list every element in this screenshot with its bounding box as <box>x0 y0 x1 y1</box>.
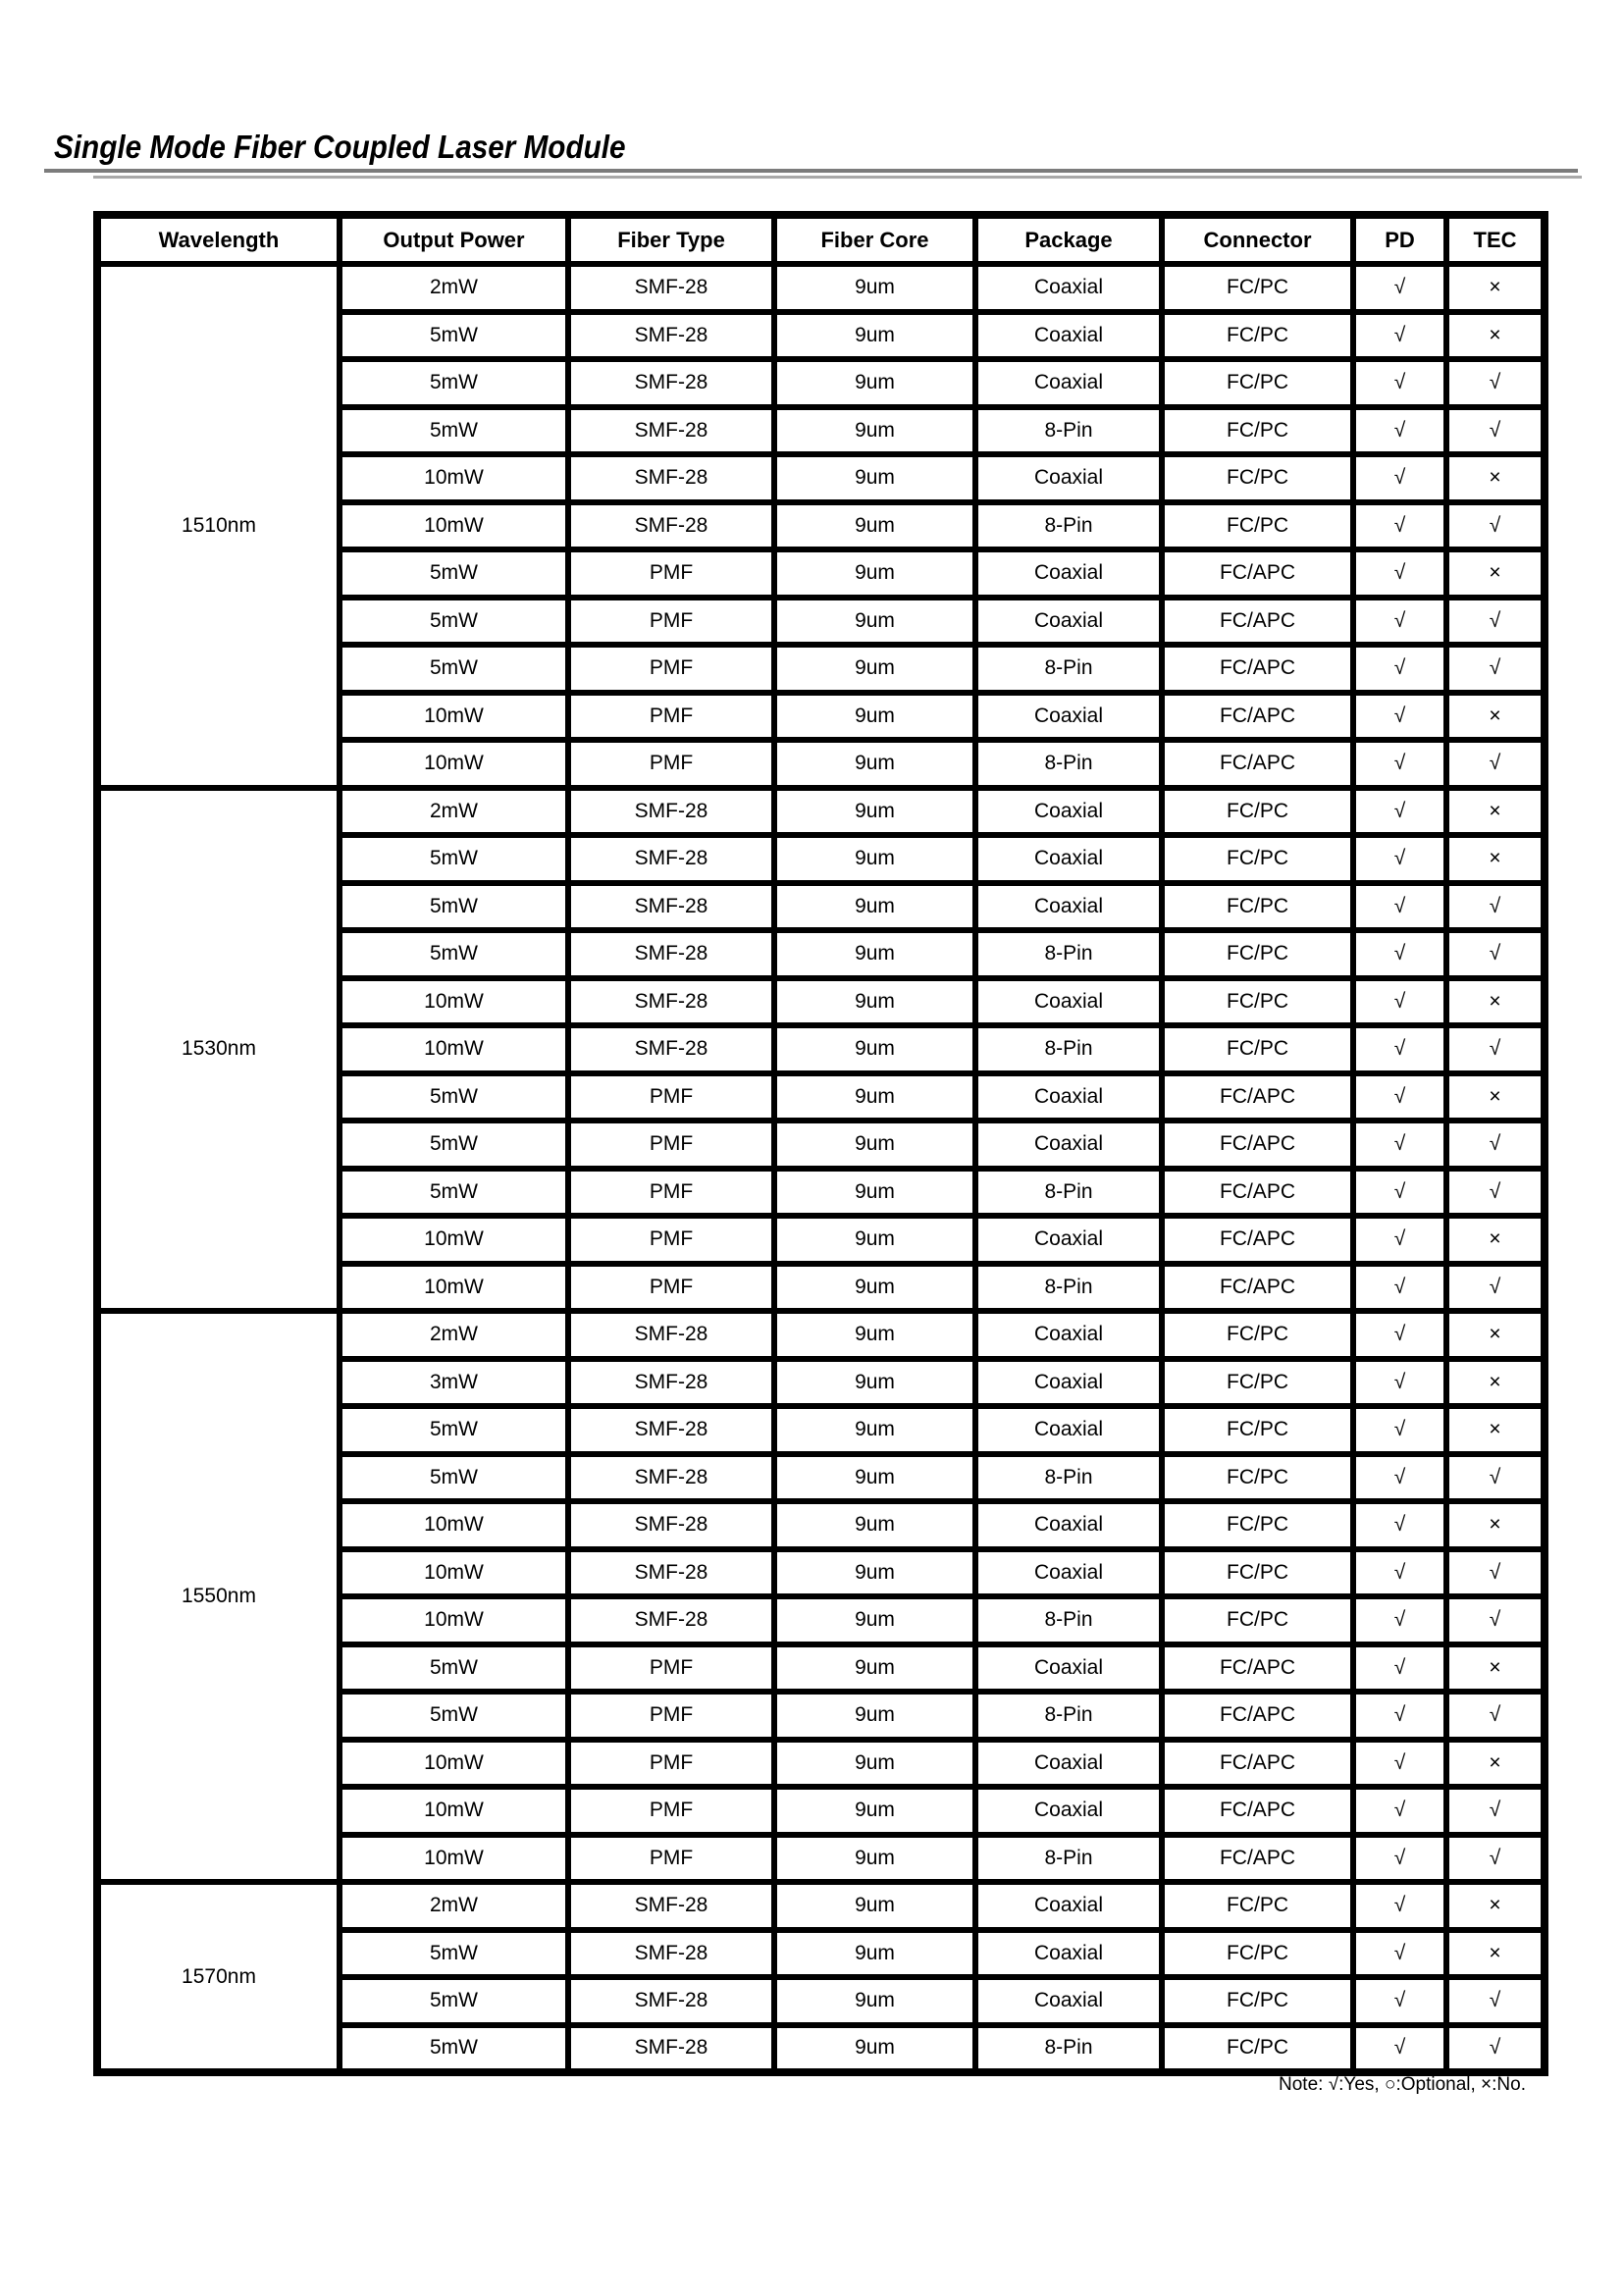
spec-cell: 10mW <box>340 740 568 788</box>
spec-cell: 9um <box>774 1644 975 1693</box>
spec-cell: √ <box>1353 264 1446 312</box>
spec-cell: 5mW <box>340 598 568 646</box>
spec-cell: 10mW <box>340 693 568 741</box>
spec-cell: SMF-28 <box>568 788 774 836</box>
spec-cell: √ <box>1353 312 1446 360</box>
spec-cell: FC/APC <box>1162 1787 1353 1835</box>
spec-cell: 10mW <box>340 978 568 1026</box>
spec-cell: 9um <box>774 693 975 741</box>
spec-cell: FC/APC <box>1162 740 1353 788</box>
spec-cell: 9um <box>774 502 975 550</box>
spec-cell: √ <box>1446 930 1545 978</box>
spec-cell: SMF-28 <box>568 1549 774 1597</box>
spec-cell: √ <box>1353 502 1446 550</box>
spec-cell: PMF <box>568 693 774 741</box>
spec-cell: √ <box>1353 1977 1446 2025</box>
spec-cell: 10mW <box>340 1501 568 1549</box>
spec-cell: FC/APC <box>1162 549 1353 598</box>
spec-cell: 5mW <box>340 359 568 407</box>
spec-cell: SMF-28 <box>568 1882 774 1930</box>
spec-cell: SMF-28 <box>568 502 774 550</box>
spec-cell: SMF-28 <box>568 1406 774 1454</box>
page-title: Single Mode Fiber Coupled Laser Module <box>54 129 626 165</box>
spec-cell: 9um <box>774 1501 975 1549</box>
spec-cell: √ <box>1353 693 1446 741</box>
spec-cell: FC/PC <box>1162 502 1353 550</box>
spec-cell: √ <box>1353 978 1446 1026</box>
spec-cell: 9um <box>774 1264 975 1312</box>
spec-cell: FC/PC <box>1162 1406 1353 1454</box>
spec-cell: Coaxial <box>975 978 1162 1026</box>
spec-cell: √ <box>1446 1025 1545 1073</box>
spec-cell: Coaxial <box>975 1644 1162 1693</box>
spec-cell: SMF-28 <box>568 883 774 931</box>
spec-cell: 9um <box>774 1930 975 1978</box>
spec-cell: 5mW <box>340 2025 568 2073</box>
spec-cell: 8-Pin <box>975 930 1162 978</box>
spec-cell: 9um <box>774 1359 975 1407</box>
spec-cell: FC/PC <box>1162 930 1353 978</box>
spec-cell: 10mW <box>340 454 568 502</box>
spec-cell: 5mW <box>340 1073 568 1121</box>
spec-cell: FC/PC <box>1162 835 1353 883</box>
spec-cell: √ <box>1353 1692 1446 1740</box>
spec-cell: 2mW <box>340 1882 568 1930</box>
spec-cell: PMF <box>568 1073 774 1121</box>
spec-cell: SMF-28 <box>568 264 774 312</box>
spec-cell: Coaxial <box>975 312 1162 360</box>
spec-cell: 9um <box>774 645 975 693</box>
spec-cell: SMF-28 <box>568 930 774 978</box>
spec-cell: √ <box>1446 1835 1545 1883</box>
spec-cell: √ <box>1353 1311 1446 1359</box>
spec-cell: Coaxial <box>975 1882 1162 1930</box>
spec-cell: 8-Pin <box>975 2025 1162 2073</box>
spec-cell: SMF-28 <box>568 1359 774 1407</box>
spec-cell: √ <box>1353 1454 1446 1502</box>
spec-cell: SMF-28 <box>568 2025 774 2073</box>
spec-cell: × <box>1446 1216 1545 1264</box>
spec-cell: √ <box>1446 2025 1545 2073</box>
spec-cell: 9um <box>774 1311 975 1359</box>
spec-cell: FC/PC <box>1162 1454 1353 1502</box>
spec-cell: SMF-28 <box>568 1025 774 1073</box>
spec-cell: 5mW <box>340 1930 568 1978</box>
spec-cell: 2mW <box>340 1311 568 1359</box>
spec-cell: √ <box>1446 1787 1545 1835</box>
spec-cell: √ <box>1446 883 1545 931</box>
spec-cell: FC/APC <box>1162 1835 1353 1883</box>
spec-cell: 5mW <box>340 645 568 693</box>
spec-cell: 9um <box>774 1073 975 1121</box>
spec-cell: FC/PC <box>1162 407 1353 455</box>
spec-cell: PMF <box>568 1787 774 1835</box>
spec-cell: FC/PC <box>1162 978 1353 1026</box>
spec-cell: 9um <box>774 883 975 931</box>
spec-cell: PMF <box>568 598 774 646</box>
spec-cell: Coaxial <box>975 359 1162 407</box>
spec-cell: Coaxial <box>975 1121 1162 1169</box>
spec-cell: 9um <box>774 312 975 360</box>
spec-cell: SMF-28 <box>568 1311 774 1359</box>
spec-cell: 9um <box>774 454 975 502</box>
spec-cell: Coaxial <box>975 1311 1162 1359</box>
spec-cell: 9um <box>774 1596 975 1644</box>
spec-cell: Coaxial <box>975 1930 1162 1978</box>
spec-cell: FC/PC <box>1162 1025 1353 1073</box>
spec-cell: √ <box>1353 788 1446 836</box>
spec-cell: 9um <box>774 264 975 312</box>
spec-cell: 3mW <box>340 1359 568 1407</box>
table-row <box>97 1882 1545 1930</box>
spec-cell: FC/APC <box>1162 645 1353 693</box>
spec-cell: SMF-28 <box>568 1977 774 2025</box>
spec-cell: SMF-28 <box>568 835 774 883</box>
spec-cell: 8-Pin <box>975 1454 1162 1502</box>
spec-cell: Coaxial <box>975 1073 1162 1121</box>
spec-cell: Coaxial <box>975 835 1162 883</box>
spec-cell: √ <box>1353 645 1446 693</box>
spec-cell: FC/PC <box>1162 788 1353 836</box>
spec-cell: √ <box>1353 1882 1446 1930</box>
spec-cell: PMF <box>568 1692 774 1740</box>
spec-cell: √ <box>1353 1930 1446 1978</box>
spec-cell: 9um <box>774 835 975 883</box>
spec-cell: Coaxial <box>975 788 1162 836</box>
spec-cell: Coaxial <box>975 1740 1162 1788</box>
spec-cell: Coaxial <box>975 454 1162 502</box>
spec-cell: FC/PC <box>1162 1596 1353 1644</box>
spec-cell: × <box>1446 1644 1545 1693</box>
spec-cell: 5mW <box>340 407 568 455</box>
spec-cell: 5mW <box>340 549 568 598</box>
spec-cell: 5mW <box>340 883 568 931</box>
spec-cell: 8-Pin <box>975 502 1162 550</box>
spec-cell: 9um <box>774 359 975 407</box>
spec-table <box>93 211 1548 2076</box>
spec-cell: FC/PC <box>1162 454 1353 502</box>
spec-cell: FC/APC <box>1162 1264 1353 1312</box>
spec-cell: SMF-28 <box>568 978 774 1026</box>
spec-cell: 2mW <box>340 264 568 312</box>
spec-cell: 9um <box>774 1835 975 1883</box>
spec-cell: × <box>1446 1406 1545 1454</box>
spec-cell: 5mW <box>340 835 568 883</box>
spec-cell: SMF-28 <box>568 359 774 407</box>
spec-cell: √ <box>1353 1787 1446 1835</box>
spec-cell: 8-Pin <box>975 407 1162 455</box>
spec-cell: PMF <box>568 1644 774 1693</box>
column-header: PD <box>1353 215 1446 264</box>
spec-cell: 9um <box>774 598 975 646</box>
spec-cell: 2mW <box>340 788 568 836</box>
spec-cell: √ <box>1446 598 1545 646</box>
spec-cell: FC/PC <box>1162 883 1353 931</box>
spec-cell: 5mW <box>340 1454 568 1502</box>
spec-cell: SMF-28 <box>568 1454 774 1502</box>
spec-cell: 9um <box>774 1406 975 1454</box>
spec-cell: PMF <box>568 1740 774 1788</box>
spec-cell: 10mW <box>340 1264 568 1312</box>
spec-cell: 10mW <box>340 1835 568 1883</box>
spec-cell: Coaxial <box>975 883 1162 931</box>
spec-cell: 8-Pin <box>975 740 1162 788</box>
table-row <box>97 264 1545 312</box>
spec-cell: √ <box>1353 359 1446 407</box>
spec-cell: × <box>1446 1311 1545 1359</box>
spec-cell: √ <box>1446 1169 1545 1217</box>
column-header: TEC <box>1446 215 1545 264</box>
spec-cell: 5mW <box>340 1169 568 1217</box>
column-header: Package <box>975 215 1162 264</box>
spec-cell: √ <box>1353 1121 1446 1169</box>
spec-cell: √ <box>1353 1216 1446 1264</box>
spec-cell: FC/APC <box>1162 1740 1353 1788</box>
wavelength-cell: 1510nm <box>97 264 340 788</box>
spec-cell: × <box>1446 788 1545 836</box>
spec-cell: 9um <box>774 978 975 1026</box>
spec-cell: 10mW <box>340 1787 568 1835</box>
spec-cell: √ <box>1353 454 1446 502</box>
spec-cell: 5mW <box>340 1121 568 1169</box>
spec-cell: FC/PC <box>1162 2025 1353 2073</box>
spec-cell: 10mW <box>340 1549 568 1597</box>
spec-cell: PMF <box>568 549 774 598</box>
spec-cell: √ <box>1353 1359 1446 1407</box>
spec-cell: Coaxial <box>975 598 1162 646</box>
spec-cell: √ <box>1353 1025 1446 1073</box>
column-header: Fiber Core <box>774 215 975 264</box>
spec-cell: 9um <box>774 1882 975 1930</box>
spec-cell: 5mW <box>340 1406 568 1454</box>
spec-cell: Coaxial <box>975 1977 1162 2025</box>
table-row <box>97 788 1545 836</box>
spec-cell: 9um <box>774 407 975 455</box>
spec-cell: 9um <box>774 2025 975 2073</box>
spec-cell: × <box>1446 1073 1545 1121</box>
spec-cell: √ <box>1353 1169 1446 1217</box>
spec-cell: × <box>1446 312 1545 360</box>
spec-cell: √ <box>1353 1406 1446 1454</box>
spec-cell: × <box>1446 1359 1545 1407</box>
spec-cell: FC/PC <box>1162 359 1353 407</box>
wavelength-cell: 1570nm <box>97 1882 340 2072</box>
spec-cell: FC/APC <box>1162 1169 1353 1217</box>
spec-cell: Coaxial <box>975 1501 1162 1549</box>
spec-cell: FC/APC <box>1162 693 1353 741</box>
spec-cell: 8-Pin <box>975 1692 1162 1740</box>
spec-cell: 8-Pin <box>975 645 1162 693</box>
spec-cell: SMF-28 <box>568 312 774 360</box>
spec-cell: √ <box>1446 740 1545 788</box>
spec-cell: FC/PC <box>1162 1359 1353 1407</box>
spec-cell: √ <box>1446 502 1545 550</box>
spec-cell: 9um <box>774 1977 975 2025</box>
spec-cell: FC/PC <box>1162 1977 1353 2025</box>
spec-cell: √ <box>1353 930 1446 978</box>
spec-cell: √ <box>1446 1264 1545 1312</box>
spec-cell: × <box>1446 1930 1545 1978</box>
spec-cell: 9um <box>774 1454 975 1502</box>
spec-cell: √ <box>1353 1596 1446 1644</box>
spec-cell: 10mW <box>340 1216 568 1264</box>
spec-cell: Coaxial <box>975 549 1162 598</box>
spec-cell: √ <box>1353 549 1446 598</box>
spec-cell: √ <box>1446 1596 1545 1644</box>
spec-cell: √ <box>1446 1121 1545 1169</box>
spec-cell: SMF-28 <box>568 1930 774 1978</box>
spec-cell: 9um <box>774 1169 975 1217</box>
spec-cell: √ <box>1446 359 1545 407</box>
spec-cell: × <box>1446 978 1545 1026</box>
spec-cell: × <box>1446 454 1545 502</box>
spec-cell: √ <box>1353 1835 1446 1883</box>
spec-cell: 9um <box>774 549 975 598</box>
spec-cell: Coaxial <box>975 1216 1162 1264</box>
spec-cell: FC/APC <box>1162 1073 1353 1121</box>
spec-cell: FC/PC <box>1162 1311 1353 1359</box>
column-header: Fiber Type <box>568 215 774 264</box>
spec-cell: FC/PC <box>1162 1930 1353 1978</box>
spec-cell: 10mW <box>340 502 568 550</box>
spec-cell: FC/PC <box>1162 1549 1353 1597</box>
spec-cell: PMF <box>568 645 774 693</box>
spec-cell: √ <box>1446 645 1545 693</box>
spec-cell: √ <box>1353 740 1446 788</box>
spec-cell: 10mW <box>340 1596 568 1644</box>
spec-cell: √ <box>1353 1501 1446 1549</box>
spec-cell: √ <box>1353 2025 1446 2073</box>
spec-cell: PMF <box>568 740 774 788</box>
spec-cell: × <box>1446 1501 1545 1549</box>
spec-cell: √ <box>1353 1073 1446 1121</box>
spec-cell: SMF-28 <box>568 1501 774 1549</box>
spec-cell: FC/PC <box>1162 312 1353 360</box>
spec-cell: 8-Pin <box>975 1169 1162 1217</box>
spec-cell: 5mW <box>340 1644 568 1693</box>
spec-cell: 9um <box>774 1216 975 1264</box>
spec-cell: Coaxial <box>975 1787 1162 1835</box>
spec-cell: PMF <box>568 1121 774 1169</box>
spec-cell: SMF-28 <box>568 407 774 455</box>
spec-cell: Coaxial <box>975 1359 1162 1407</box>
spec-cell: FC/PC <box>1162 264 1353 312</box>
spec-cell: 9um <box>774 788 975 836</box>
spec-cell: PMF <box>568 1216 774 1264</box>
spec-cell: SMF-28 <box>568 454 774 502</box>
spec-cell: FC/APC <box>1162 1644 1353 1693</box>
spec-cell: √ <box>1353 598 1446 646</box>
column-header: Connector <box>1162 215 1353 264</box>
spec-cell: Coaxial <box>975 1549 1162 1597</box>
wavelength-cell: 1530nm <box>97 788 340 1312</box>
table-note: Note: √:Yes, ○:Optional, ×:No. <box>1279 2074 1526 2095</box>
spec-cell: FC/APC <box>1162 598 1353 646</box>
spec-cell: × <box>1446 1740 1545 1788</box>
spec-cell: Coaxial <box>975 1406 1162 1454</box>
title-rule-thick <box>44 169 1578 173</box>
spec-cell: PMF <box>568 1264 774 1312</box>
spec-cell: 9um <box>774 1740 975 1788</box>
spec-cell: 5mW <box>340 312 568 360</box>
spec-cell: 5mW <box>340 1692 568 1740</box>
spec-cell: 8-Pin <box>975 1596 1162 1644</box>
spec-cell: √ <box>1353 1740 1446 1788</box>
spec-cell: 8-Pin <box>975 1835 1162 1883</box>
spec-cell: √ <box>1446 1454 1545 1502</box>
spec-cell: 9um <box>774 1692 975 1740</box>
spec-cell: FC/PC <box>1162 1882 1353 1930</box>
spec-cell: 8-Pin <box>975 1025 1162 1073</box>
spec-cell: √ <box>1446 1549 1545 1597</box>
header-row <box>97 215 1545 264</box>
spec-cell: × <box>1446 549 1545 598</box>
title-rule-thin <box>93 176 1582 179</box>
spec-cell: FC/APC <box>1162 1216 1353 1264</box>
column-header: Wavelength <box>97 215 340 264</box>
spec-cell: √ <box>1446 407 1545 455</box>
spec-cell: 10mW <box>340 1740 568 1788</box>
spec-cell: 9um <box>774 930 975 978</box>
spec-cell: Coaxial <box>975 264 1162 312</box>
spec-cell: √ <box>1353 1264 1446 1312</box>
spec-cell: FC/APC <box>1162 1121 1353 1169</box>
spec-cell: 9um <box>774 1549 975 1597</box>
spec-cell: 9um <box>774 740 975 788</box>
spec-cell: 9um <box>774 1025 975 1073</box>
spec-cell: PMF <box>568 1169 774 1217</box>
spec-table-body <box>97 264 1545 2072</box>
spec-cell: √ <box>1353 407 1446 455</box>
spec-cell: √ <box>1353 1644 1446 1693</box>
table-row <box>97 1311 1545 1359</box>
spec-cell: SMF-28 <box>568 1596 774 1644</box>
spec-cell: √ <box>1353 835 1446 883</box>
spec-cell: Coaxial <box>975 693 1162 741</box>
spec-cell: × <box>1446 1882 1545 1930</box>
spec-cell: FC/APC <box>1162 1692 1353 1740</box>
spec-cell: 5mW <box>340 1977 568 2025</box>
spec-cell: 10mW <box>340 1025 568 1073</box>
spec-cell: √ <box>1446 1692 1545 1740</box>
spec-cell: 5mW <box>340 930 568 978</box>
spec-cell: × <box>1446 693 1545 741</box>
spec-cell: 9um <box>774 1787 975 1835</box>
spec-cell: √ <box>1353 1549 1446 1597</box>
spec-cell: × <box>1446 835 1545 883</box>
spec-cell: √ <box>1353 883 1446 931</box>
wavelength-cell: 1550nm <box>97 1311 340 1882</box>
spec-cell: × <box>1446 264 1545 312</box>
spec-cell: √ <box>1446 1977 1545 2025</box>
column-header: Output Power <box>340 215 568 264</box>
spec-cell: 8-Pin <box>975 1264 1162 1312</box>
spec-cell: 9um <box>774 1121 975 1169</box>
spec-cell: FC/PC <box>1162 1501 1353 1549</box>
spec-cell: PMF <box>568 1835 774 1883</box>
